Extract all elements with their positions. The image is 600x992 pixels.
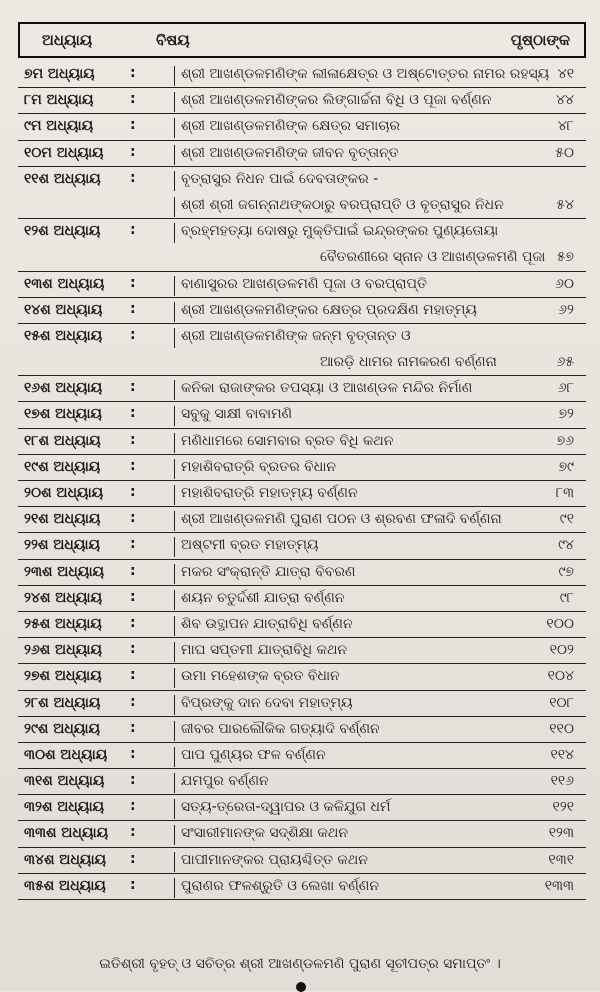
table-row xyxy=(18,114,586,140)
subject-text: ପାପୀମାନଙ୍କର ପ୍ରାୟଶ୍ଚିତ୍ତ କଥନ xyxy=(174,852,368,872)
table-header xyxy=(18,22,586,58)
table-row xyxy=(18,717,586,743)
subject-text: ଶିବ ଉତ୍ଥାପନ ଯାତ୍ରାବିଧି ବର୍ଣ୍ଣନ xyxy=(174,616,353,636)
chapter-label: ୧୧ଶ ଅଧ୍ୟାୟ xyxy=(24,170,101,187)
page-number: ୯୧ xyxy=(559,511,574,528)
chapter-label: ୩୧ଶ ଅଧ୍ୟାୟ xyxy=(24,773,105,790)
chapter-colon: : xyxy=(130,117,136,134)
page-number: ୫୭ xyxy=(556,249,574,266)
page-number: ୭୯ xyxy=(558,458,574,475)
subject-text: ମହାଶିବରାତ୍ରି ମହାତ୍ମ୍ୟ ବର୍ଣ୍ଣନ xyxy=(174,485,358,505)
page-number: ୧୦୪ xyxy=(547,668,574,685)
chapter-label: ୨୩ଶ ଅଧ୍ୟାୟ xyxy=(24,563,105,580)
chapter-colon: : xyxy=(130,562,136,579)
subject-text: ଶ୍ରୀ ଆଖଣ୍ଡଳମଣିଙ୍କ କ୍ଷେତ୍ର ସମାଚାର xyxy=(174,118,400,138)
chapter-colon: : xyxy=(130,693,136,710)
table-row xyxy=(18,88,586,114)
chapter-colon: : xyxy=(130,457,136,474)
chapter-label: ୧୨ଶ ଅଧ୍ୟାୟ xyxy=(24,223,101,240)
header-subject: ବିଷୟ xyxy=(156,31,190,49)
table-row xyxy=(18,193,586,219)
page-number: ୭୨ xyxy=(558,406,574,423)
table-row xyxy=(18,455,586,481)
contents-table xyxy=(18,62,586,900)
table-row xyxy=(18,874,586,900)
chapter-label: ୨୪ଶ ଅଧ୍ୟାୟ xyxy=(24,589,103,606)
chapter-label: ୩୨ଶ ଅଧ୍ୟାୟ xyxy=(24,799,105,816)
subject-text: ଆରଡ଼ି ଧାମର ନାମକରଣ ବର୍ଣ୍ଣନା xyxy=(320,354,497,371)
chapter-label: ୧୬ଶ ଅଧ୍ୟାୟ xyxy=(24,380,103,397)
chapter-label: ୨୮ଶ ଅଧ୍ୟାୟ xyxy=(24,694,101,711)
chapter-label: ୮ମ ଅଧ୍ୟାୟ xyxy=(24,92,94,109)
table-row xyxy=(18,507,586,533)
chapter-colon: : xyxy=(130,143,136,160)
page-number: ୧୧୪ xyxy=(550,746,574,763)
subject-text: ଶୟନ ଚତୁର୍ଦ୍ଦଶୀ ଯାତ୍ରା ବର୍ଣ୍ଣନ xyxy=(174,590,344,610)
page-number: ୯୮ xyxy=(559,589,574,606)
table-row xyxy=(18,62,586,88)
table-row xyxy=(18,141,586,167)
table-row xyxy=(18,402,586,428)
table-row xyxy=(18,167,586,193)
chapter-colon: : xyxy=(130,850,136,867)
table-row xyxy=(18,350,586,376)
page-number: ୧୩୧ xyxy=(548,851,574,868)
page-number: ୧୨୧ xyxy=(552,799,574,816)
chapter-label: ୩୩ଶ ଅଧ୍ୟାୟ xyxy=(24,825,109,842)
subject-text: ଉମା ମହେଶଙ୍କ ବ୍ରତ ବିଧାନ xyxy=(174,668,340,688)
subject-text: ଶ୍ରୀ ଆଖଣ୍ଡଳମଣି ପୁରାଣ ପଠନ ଓ ଶ୍ରବଣ ଫଳାଦି ବର୍ଣ୍ଣନା xyxy=(174,511,502,531)
table-row xyxy=(18,376,586,402)
chapter-colon: : xyxy=(130,510,136,527)
table-row xyxy=(18,429,586,455)
page-number: ୯୭ xyxy=(558,563,574,580)
chapter-colon: : xyxy=(130,300,136,317)
subject-text: ମକର ସଂକ୍ରାନ୍ତି ଯାତ୍ରା ବିବରଣ xyxy=(174,564,356,584)
table-row xyxy=(18,586,586,612)
page-number: ୭୬ xyxy=(556,432,574,449)
chapter-label: ୨୫ଶ ଅଧ୍ୟାୟ xyxy=(24,615,102,632)
chapter-label: ୨୨ଶ ଅଧ୍ୟାୟ xyxy=(24,537,101,554)
chapter-colon: : xyxy=(130,274,136,291)
table-row xyxy=(18,664,586,690)
chapter-colon: : xyxy=(130,169,136,186)
chapter-colon: : xyxy=(130,536,136,553)
chapter-colon: : xyxy=(130,824,136,841)
footer-note: ଇତିଶ୍ରୀ ବୃହତ୍ ଓ ସଚିତ୍ର ଶ୍ରୀ ଆଖଣ୍ଡଳମଣି ପୁରାଣ ସୂଚୀପତ୍ର ସମାପ୍ତଂ । xyxy=(99,956,501,972)
subject-text: ଶ୍ରୀ ଆଖଣ୍ଡଳମଣିଙ୍କର କ୍ଷେତ୍ର ପ୍ରଦକ୍ଷିଣ ମହାତ୍ମ୍ୟ xyxy=(174,302,477,322)
subject-text: ମାଘ ସପ୍ତମୀ ଯାତ୍ରାବିଧି କଥନ xyxy=(174,642,347,662)
page-number: ୮୩ xyxy=(555,485,574,501)
subject-text: ମହାଶିବରାତ୍ରି ବ୍ରତର ବିଧାନ xyxy=(174,459,336,479)
page-number: ୪୮ xyxy=(557,118,574,135)
subject-text: ବୃତ୍ରାସୁର ନିଧନ ପାଇଁ ଦେବତାଙ୍କର - xyxy=(174,171,378,191)
page-number: ୧୦୮ xyxy=(549,694,574,711)
subject-text: ବିପ୍ରଙ୍କୁ ଦାନ ଦେବା ମହାତ୍ମ୍ୟ xyxy=(174,695,353,715)
page-number: ୪୧ xyxy=(557,66,574,82)
subject-text: ଶ୍ରୀ ଆଖଣ୍ଡଳମଣିଙ୍କ ଜନ୍ମ ବୃତ୍ତାନ୍ତ ଓ xyxy=(174,328,411,348)
subject-text: ବ୍ରହ୍ମହତ୍ୟା ଦୋଷରୁ ମୁକ୍ତିପାଇଁ ଇନ୍ଦ୍ରଙ୍କର ପୁଣ୍ୟତୋୟା xyxy=(174,223,498,243)
table-row xyxy=(18,848,586,874)
chapter-label: ୩୦ଶ ଅଧ୍ୟାୟ xyxy=(24,746,108,763)
chapter-colon: : xyxy=(130,222,136,239)
chapter-label: ୧୩ଶ ଅଧ୍ୟାୟ xyxy=(24,275,105,292)
table-row xyxy=(18,298,586,324)
table-row xyxy=(18,769,586,795)
chapter-label: ୧୭ଶ ଅଧ୍ୟାୟ xyxy=(24,406,102,423)
subject-text: ଶ୍ରୀ ଆଖଣ୍ଡଳମଣିଙ୍କ ଲୀଳାକ୍ଷେତ୍ର ଓ ଅଷ୍ଟୋତ୍ତର ନାମର ରହସ୍ୟ xyxy=(174,66,549,86)
table-row xyxy=(18,795,586,821)
page-number: ୬୫ xyxy=(556,354,574,371)
table-row xyxy=(18,219,586,245)
chapter-colon: : xyxy=(130,326,136,343)
chapter-label: ୨୧ଶ ଅଧ୍ୟାୟ xyxy=(24,511,101,528)
chapter-label: ୭ମ ଅଧ୍ୟାୟ xyxy=(24,66,95,82)
subject-text: ଶ୍ରୀ ଆଖଣ୍ଡଳମଣିଙ୍କର ଲିଙ୍ଗାର୍ଚ୍ଚନା ବିଧି ଓ ପୂଜା ବର୍ଣ୍ଣନ xyxy=(174,92,491,112)
chapter-colon: : xyxy=(130,614,136,631)
chapter-colon: : xyxy=(130,876,136,893)
chapter-colon: : xyxy=(130,379,136,396)
subject-text: ଅଷ୍ଟମୀ ବ୍ରତ ମହାତ୍ମ୍ୟ xyxy=(174,537,318,557)
chapter-label: ୨୯ଶ ଅଧ୍ୟାୟ xyxy=(24,720,101,737)
table-row xyxy=(18,638,586,664)
page-number: ୧୩୩ xyxy=(544,877,574,894)
subject-text: ବୈତରଣୀରେ ସ୍ନାନ ଓ ଆଖଣ୍ଡଳମଣି ପୂଜା xyxy=(320,249,546,266)
chapter-label: ୨୦ଶ ଅଧ୍ୟାୟ xyxy=(24,485,104,501)
chapter-colon: : xyxy=(130,798,136,815)
chapter-label: ୧୯ଶ ଅଧ୍ୟାୟ xyxy=(24,458,101,475)
table-row xyxy=(18,324,586,350)
table-row xyxy=(18,743,586,769)
table-row xyxy=(18,272,586,298)
table-row xyxy=(18,245,586,271)
chapter-label: ୧୪ଶ ଅଧ୍ୟାୟ xyxy=(24,301,103,318)
chapter-colon: : xyxy=(130,641,136,658)
chapter-colon: : xyxy=(130,484,136,500)
chapter-label: ୨୭ଶ ଅଧ୍ୟାୟ xyxy=(24,668,102,685)
page-number: ୬୦ xyxy=(555,275,574,292)
chapter-colon: : xyxy=(130,667,136,684)
chapter-label: ୯ମ ଅଧ୍ୟାୟ xyxy=(24,118,94,135)
page-number: ୧୦୦ xyxy=(546,615,574,632)
page-number: ୧୧୦ xyxy=(549,720,574,737)
subject-text: ପାପ ପୁଣ୍ୟର ଫଳ ବର୍ଣ୍ଣନ xyxy=(174,747,326,767)
chapter-colon: : xyxy=(130,719,136,736)
chapter-label: ୨୬ଶ ଅଧ୍ୟାୟ xyxy=(24,642,102,659)
page-number: ୯୪ xyxy=(558,537,574,554)
page-number: ୧୦୨ xyxy=(549,642,574,659)
subject-text: ଜୀବର ପାରଲୌକିକ ଗତ୍ୟାଦି ବର୍ଣ୍ଣନ xyxy=(174,721,380,741)
subject-text: ସତ୍ୟ-ତ୍ରେତା-ଦ୍ୱାପର ଓ କଳିଯୁଗ ଧର୍ମ xyxy=(174,799,390,819)
page-number: ୧୨୩ xyxy=(548,825,574,842)
table-row xyxy=(18,821,586,847)
subject-text: ବାଣାସୁରର ଆଖଣ୍ଡଳମଣି ପୂଜା ଓ ବରପ୍ରାପ୍ତି xyxy=(174,276,427,296)
chapter-colon: : xyxy=(130,772,136,789)
chapter-label: ୧୦ମ ଅଧ୍ୟାୟ xyxy=(24,144,104,161)
chapter-label: ୩୪ଶ ଅଧ୍ୟାୟ xyxy=(24,851,107,868)
table-row xyxy=(18,533,586,559)
page-number: ୫୪ xyxy=(556,196,574,213)
subject-text: ସବୁକୁ ସାକ୍ଷୀ ବାବାମଣି xyxy=(174,406,292,426)
subject-text: କନିକା ରାଜାଙ୍କର ତପସ୍ୟା ଓ ଆଖଣ୍ଡଳ ମନ୍ଦିର ନିର୍ମାଣ xyxy=(174,380,472,400)
header-chapter: ଅଧ୍ୟାୟ xyxy=(42,31,93,49)
chapter-label: ୧୮ଶ ଅଧ୍ୟାୟ xyxy=(24,432,101,449)
chapter-label: ୧୫ଶ ଅଧ୍ୟାୟ xyxy=(24,327,103,344)
subject-text: ମଣିଧାମରେ ସୋମବାର ବ୍ରତ ବିଧି କଥନ xyxy=(174,433,393,453)
table-row xyxy=(18,612,586,638)
chapter-colon: : xyxy=(130,431,136,448)
subject-text: ପୁରାଣର ଫଳଶ୍ରୁତି ଓ ଲେଖା ବର୍ଣ୍ଣନ xyxy=(174,878,379,898)
table-row xyxy=(18,481,586,507)
page-number: ୪୪ xyxy=(556,92,574,109)
subject-text: ଶ୍ରୀ ଶ୍ରୀ ଜଗନ୍ନାଥଙ୍କଠାରୁ ବରପ୍ରାପ୍ତି ଓ ବୃତ୍ରାସୁର ନିଧନ xyxy=(174,197,504,217)
chapter-colon: : xyxy=(130,405,136,422)
page-number: ୫୦ xyxy=(555,144,574,161)
header-page: ପୃଷ୍ଠାଙ୍କ xyxy=(510,31,570,49)
subject-text: ଯମପୁର ବର୍ଣ୍ଣନ xyxy=(174,773,269,793)
chapter-colon: : xyxy=(130,588,136,605)
chapter-colon: : xyxy=(130,91,136,108)
subject-text: ଶ୍ରୀ ଆଖଣ୍ଡଳମଣିଙ୍କ ଜୀବନ ବୃତ୍ତାନ୍ତ xyxy=(174,145,399,165)
chapter-label: ୩୫ଶ ଅଧ୍ୟାୟ xyxy=(24,877,106,894)
table-row xyxy=(18,691,586,717)
subject-text: ସଂସାରୀମାନଙ୍କ ସଦ୍‌ଶିକ୍ଷା କଥନ xyxy=(174,825,348,845)
chapter-colon: : xyxy=(130,745,136,762)
page-number: ୬୮ xyxy=(557,380,574,397)
table-row xyxy=(18,560,586,586)
page-number: ୬୨ xyxy=(558,301,574,318)
page-number: ୧୧୬ xyxy=(550,773,574,790)
chapter-colon: : xyxy=(130,65,136,81)
